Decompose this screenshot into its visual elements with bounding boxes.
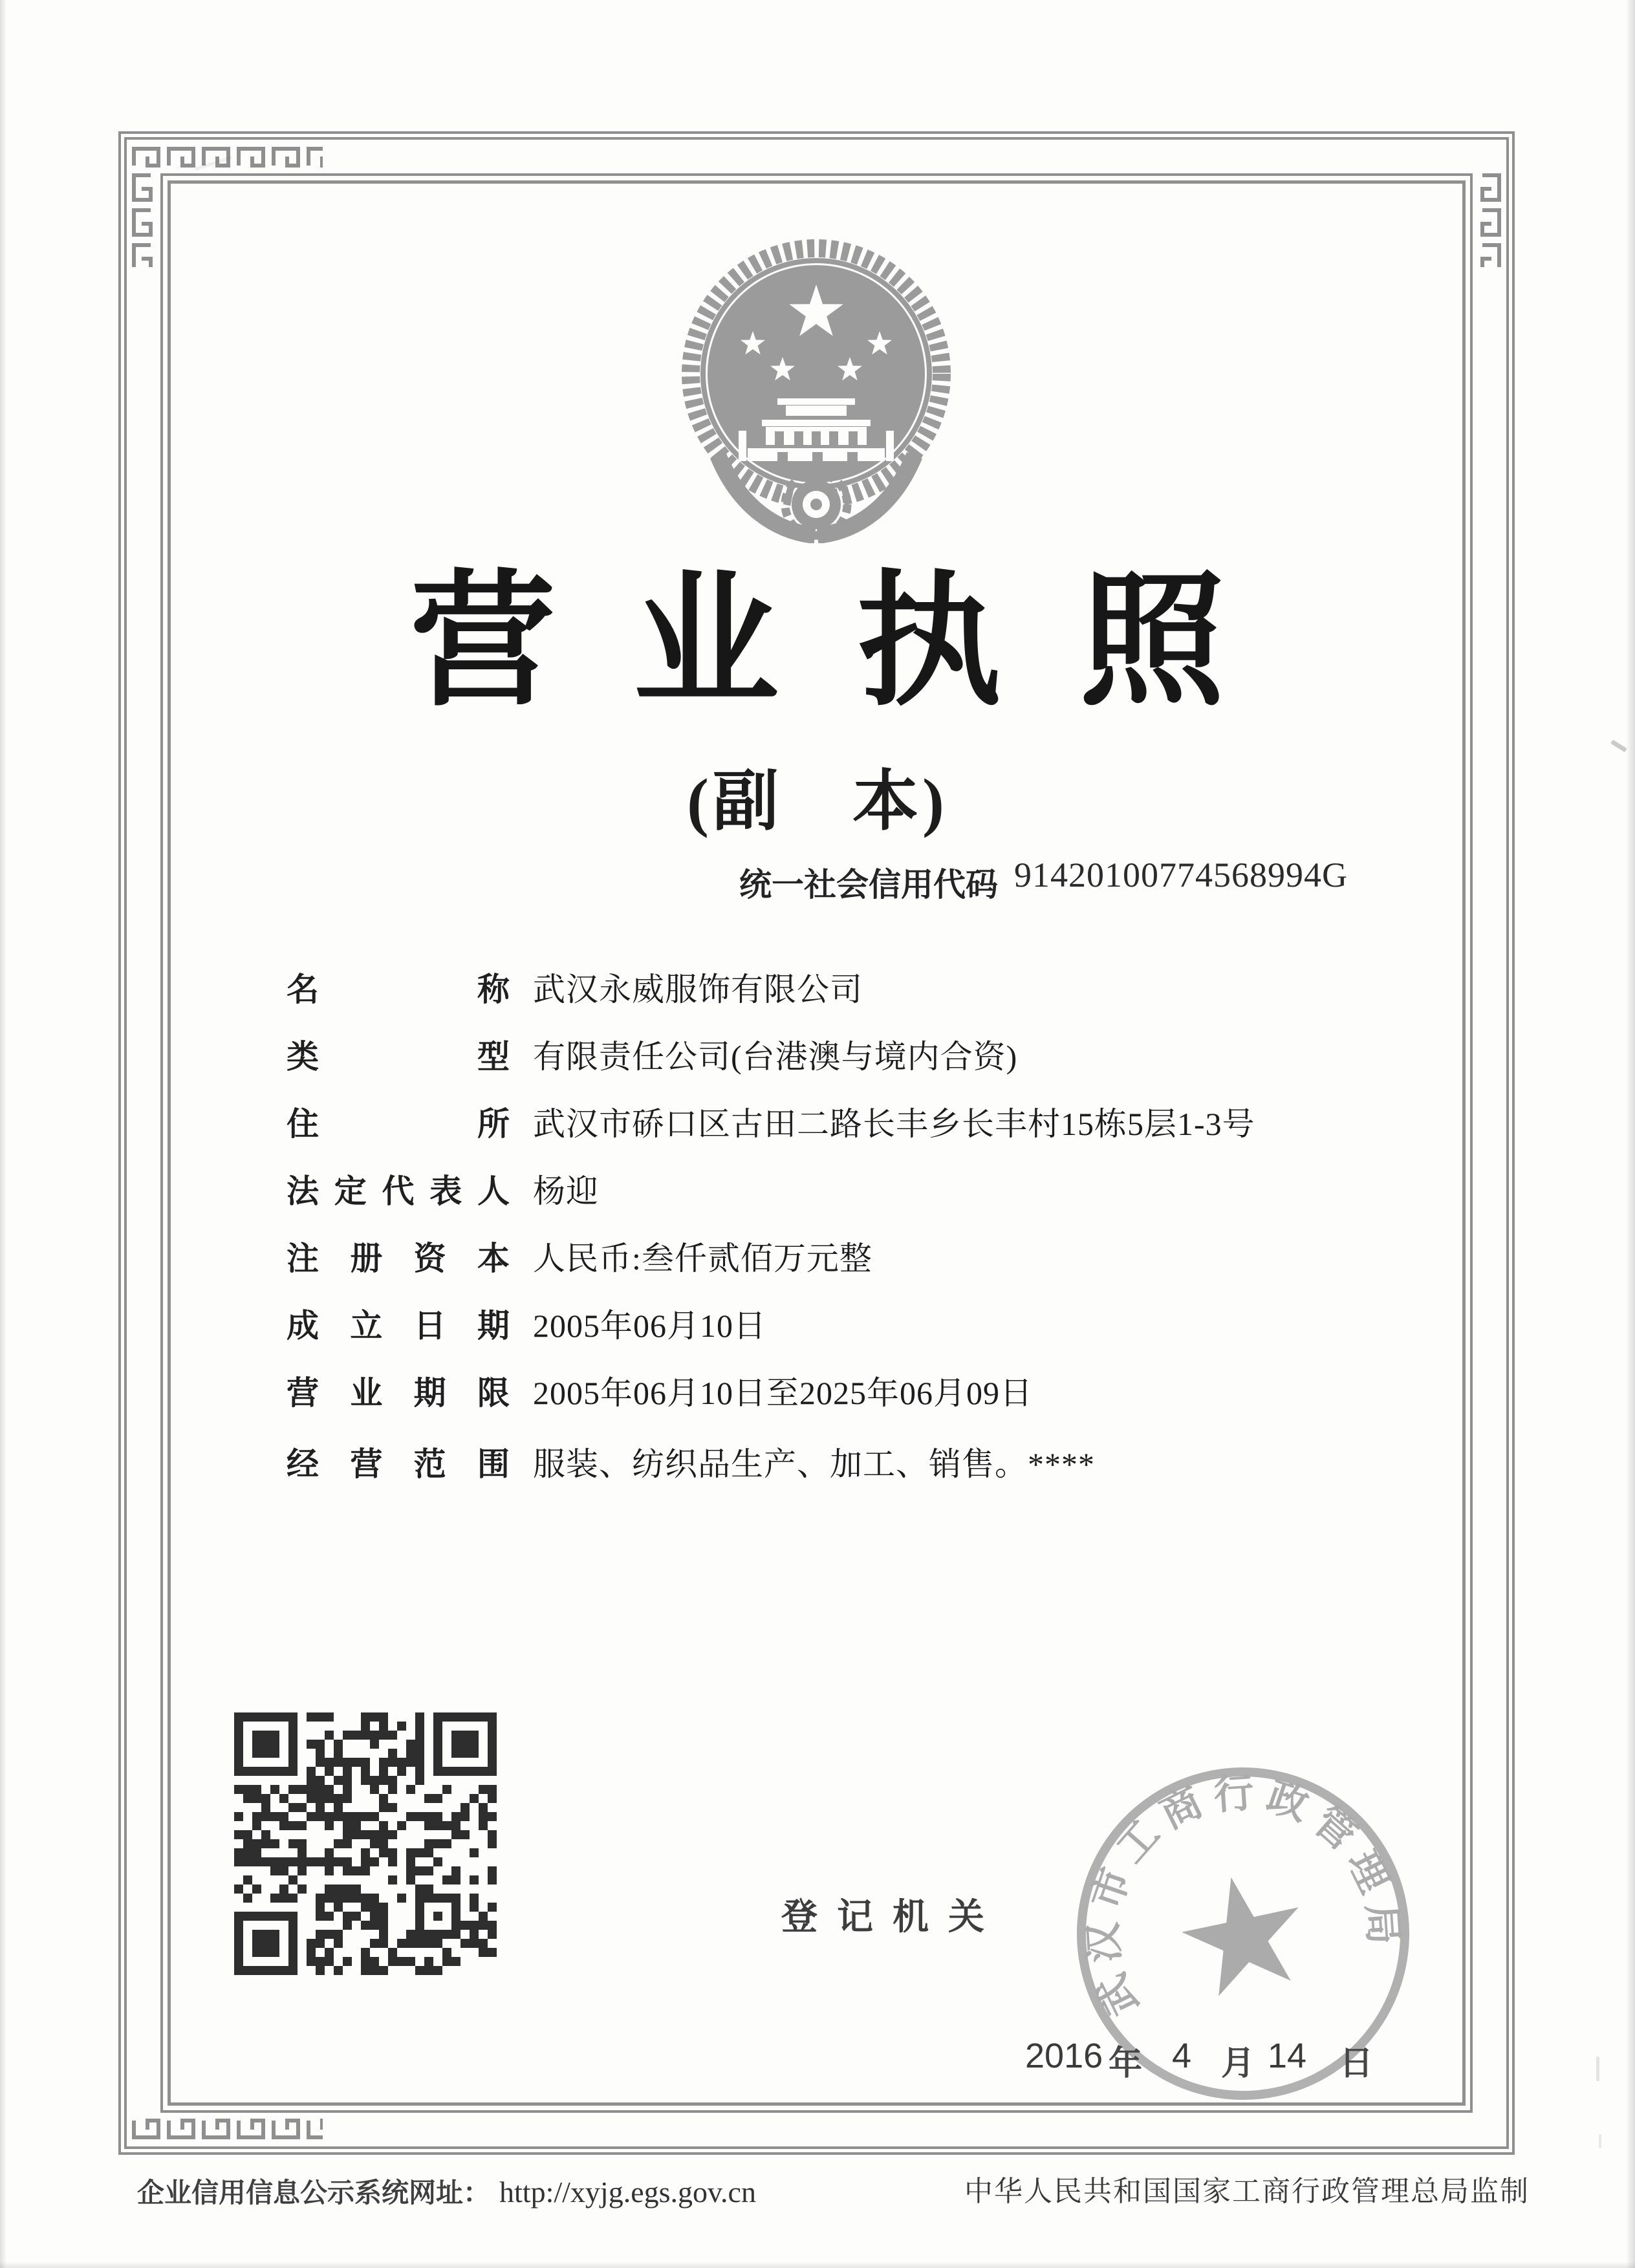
scan-edge-bottom [0,2262,1635,2268]
issue-year: 2016 [1025,2036,1103,2075]
field-label: 营业期限 [287,1375,510,1411]
seal-star-icon [1173,1865,1313,2001]
border-meander-bottom [129,2118,323,2143]
field-value: 2005年06月10日至2025年06月09日 [533,1375,1033,1411]
field-value: 有限责任公司(台港澳与境内合资) [533,1039,1018,1075]
field-value: 武汉市硚口区古田二路长丰乡长丰村15栋5层1-3号 [533,1106,1255,1142]
scan-speck [1599,2134,1601,2148]
issue-day: 14 [1268,2036,1307,2075]
certificate-subtitle: (副 本) [687,766,948,839]
credit-code-value: 91420100774568994G [1014,856,1348,894]
field-row [287,1233,872,1278]
site-label: 企业信用信息公示系统网址： [137,2179,491,2209]
issue-date [1025,2036,1426,2081]
site-url: http://xyjg.egs.gov.cn [499,2176,756,2209]
year-label: 年 [1109,2045,1143,2082]
month-label: 月 [1221,2045,1255,2082]
field-row [287,1165,599,1211]
field-label: 住所 [287,1106,510,1142]
national-emblem-icon [680,237,952,543]
scan-speck [1596,2057,1599,2081]
seal-text: 武汉市工商行政管理局 [1080,1771,1406,2024]
registration-authority-label: 登记机关 [781,1896,1004,1937]
field-row [287,1031,1017,1076]
scan-edge-left [0,0,6,2268]
field-label: 类型 [287,1039,510,1075]
field-label: 经营范围 [287,1446,510,1482]
border-meander-left [129,170,153,267]
field-row [287,1367,1033,1412]
day-label: 日 [1339,2045,1374,2082]
footer-site-info [137,2172,756,2210]
field-row [287,1438,1095,1484]
border-meander-right [1480,170,1504,267]
field-value: 2005年06月10日 [533,1308,766,1344]
qr-code [234,1712,497,1975]
field-row [287,1098,1255,1143]
field-label: 法定代表人 [287,1173,510,1209]
field-label: 成立日期 [287,1308,510,1344]
border-meander-top [129,144,323,168]
credit-code-line [0,855,1635,903]
supervision-note: 中华人民共和国国家工商行政管理总局监制 [964,2176,1530,2207]
issue-month: 4 [1172,2036,1192,2075]
credit-code-label: 统一社会信用代码 [739,867,998,903]
certificate-title: 营业执照 [410,559,1303,722]
field-label: 注册资本 [287,1240,510,1277]
scan-edge-right [1626,0,1635,2268]
field-row [287,964,863,1009]
field-value: 人民币:叁仟贰佰万元整 [533,1240,872,1277]
field-value: 杨迎 [533,1173,599,1209]
field-row [287,1300,766,1345]
field-label: 名称 [287,971,510,1008]
field-value: 服装、纺织品生产、加工、销售。**** [533,1446,1095,1482]
field-value: 武汉永威服饰有限公司 [533,971,863,1008]
